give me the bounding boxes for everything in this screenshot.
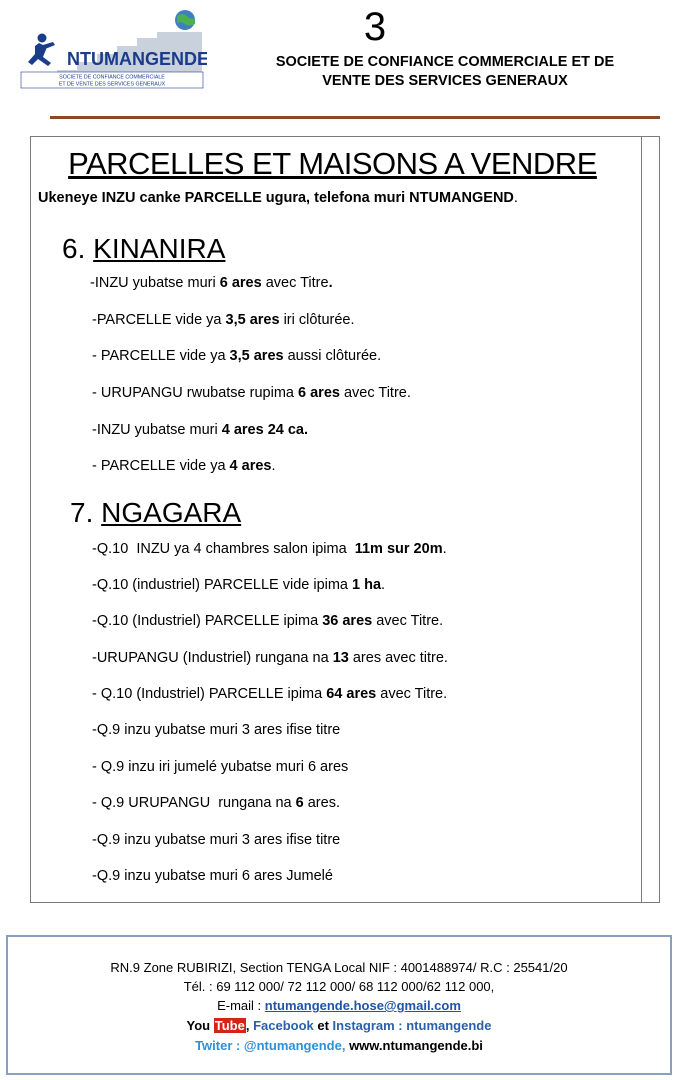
item-text: - URUPANGU rwubatse rupima	[92, 385, 299, 401]
list-item	[92, 576, 385, 594]
item-bold: 4 ares 24 ca.	[221, 422, 309, 438]
section-number: 6.	[62, 233, 86, 264]
item-text: -URUPANGU (Industriel) rungana na	[92, 650, 333, 666]
footer-social-line	[6, 1017, 672, 1035]
email-label: E-mail :	[217, 998, 265, 1013]
item-bold: 11m sur 20m	[354, 541, 443, 557]
company-name	[225, 53, 665, 91]
logo-subtext-1: SOCIETE DE CONFIANCE COMMERCIALE	[59, 74, 165, 81]
item-text-end: iri clôturée.	[279, 312, 355, 328]
section-name: KINANIRA	[93, 233, 226, 264]
twitter-handle[interactable]: Twiter : @ntumangende,	[195, 1038, 346, 1053]
list-item	[92, 421, 308, 439]
item-bold: 3,5 ares	[229, 348, 284, 364]
list-item	[92, 612, 443, 630]
item-text: -PARCELLE vide ya	[92, 312, 226, 328]
list-item	[92, 457, 276, 475]
instagram-label[interactable]: Instagram : ntumangende	[332, 1018, 492, 1033]
document-subtitle	[38, 188, 648, 208]
footer-email-line	[6, 997, 672, 1015]
logo-subtext-2: ET DE VENTE DES SERVICES GENERAUX	[58, 81, 166, 88]
item-text: - PARCELLE vide ya	[92, 348, 230, 364]
website-link[interactable]: www.ntumangende.bi	[345, 1038, 483, 1053]
item-text-end: aussi clôturée.	[283, 348, 382, 364]
list-item	[92, 685, 447, 703]
list-item	[92, 831, 340, 849]
item-bold: 6 ares	[219, 275, 262, 291]
youtube-tube-logo[interactable]: Tube	[214, 1018, 245, 1033]
section-heading-kinanira	[62, 232, 225, 266]
list-item	[92, 794, 340, 812]
subtitle-text: Ukeneye INZU canke PARCELLE ugura, telefona muri NTUMANGEND	[38, 190, 514, 206]
list-item	[92, 867, 333, 885]
social-comma: ,	[245, 1018, 254, 1033]
subtitle-period: .	[513, 190, 518, 206]
list-item	[92, 758, 348, 776]
item-bold: 13	[332, 650, 349, 666]
youtube-you: You	[186, 1018, 214, 1033]
footer-address: RN.9 Zone RUBIRIZI, Section TENGA Local NIF : 4001488974/ R.C : 25541/20	[110, 960, 568, 975]
list-item	[90, 274, 333, 292]
item-text: -INZU yubatse muri	[90, 275, 220, 291]
item-text: -INZU yubatse muri	[92, 422, 222, 438]
item-text-end: .	[381, 577, 386, 593]
header-divider	[50, 116, 660, 119]
item-text: -Q.10 (industriel) PARCELLE vide ipima	[92, 577, 353, 593]
social-et: et	[313, 1018, 333, 1033]
company-name-line-1: SOCIETE DE CONFIANCE COMMERCIALE ET DE	[275, 54, 615, 70]
item-text: -Q.9 inzu yubatse muri 3 ares ifise titre	[92, 722, 341, 738]
item-text-end: ares avec titre.	[348, 650, 448, 666]
item-bold: 64 ares	[326, 686, 377, 702]
footer-phones: Tél. : 69 112 000/ 72 112 000/ 68 112 000/62 112 000,	[183, 979, 495, 994]
item-bold: 6 ares	[298, 385, 340, 401]
item-bold: 1 ha	[352, 577, 382, 593]
page-number: 3	[363, 5, 387, 49]
facebook-label[interactable]: Facebook	[253, 1018, 314, 1033]
item-text: -Q.9 inzu yubatse muri 3 ares ifise titre	[92, 832, 341, 848]
item-text-end: .	[442, 541, 447, 557]
item-text-end: ares.	[303, 795, 340, 811]
item-bold-end: .	[328, 275, 333, 291]
list-item	[92, 347, 381, 365]
item-bold: 3,5 ares	[225, 312, 280, 328]
section-heading-ngagara	[70, 496, 241, 530]
list-item	[92, 721, 340, 739]
section-name: NGAGARA	[101, 497, 242, 528]
list-item	[92, 311, 355, 329]
document-title: PARCELLES ET MAISONS A VENDRE	[68, 146, 597, 181]
item-text-end: avec Titre.	[339, 385, 411, 401]
item-text: -Q.10 INZU ya 4 chambres salon ipima	[92, 541, 355, 557]
item-text-end: .	[271, 458, 276, 474]
item-text: - Q.9 inzu iri jumelé yubatse muri 6 ares	[92, 759, 349, 775]
box-inner-border	[641, 137, 642, 902]
footer-twitter-line	[6, 1037, 672, 1055]
item-text-end: avec Titre.	[376, 686, 448, 702]
item-text: -Q.10 (Industriel) PARCELLE ipima	[92, 613, 323, 629]
list-item	[92, 540, 447, 558]
section-number: 7.	[70, 497, 94, 528]
item-bold: 6	[295, 795, 304, 811]
company-name-line-2: VENTE DES SERVICES GENERAUX	[322, 73, 568, 89]
item-text: -Q.9 inzu yubatse muri 6 ares Jumelé	[92, 868, 333, 884]
item-bold: 36 ares	[322, 613, 373, 629]
list-item	[92, 384, 411, 402]
item-bold: 4 ares	[229, 458, 272, 474]
list-item	[92, 649, 448, 667]
item-text-end: avec Titre.	[372, 613, 444, 629]
item-text-end: avec Titre	[261, 275, 329, 291]
item-text: - PARCELLE vide ya	[92, 458, 230, 474]
logo-wordmark: NTUMANGENDE	[67, 49, 207, 69]
email-link[interactable]: ntumangende.hose@gmail.com	[264, 998, 461, 1013]
company-logo	[17, 10, 207, 90]
item-text: - Q.9 URUPANGU rungana na	[92, 795, 296, 811]
item-text: - Q.10 (Industriel) PARCELLE ipima	[92, 686, 327, 702]
